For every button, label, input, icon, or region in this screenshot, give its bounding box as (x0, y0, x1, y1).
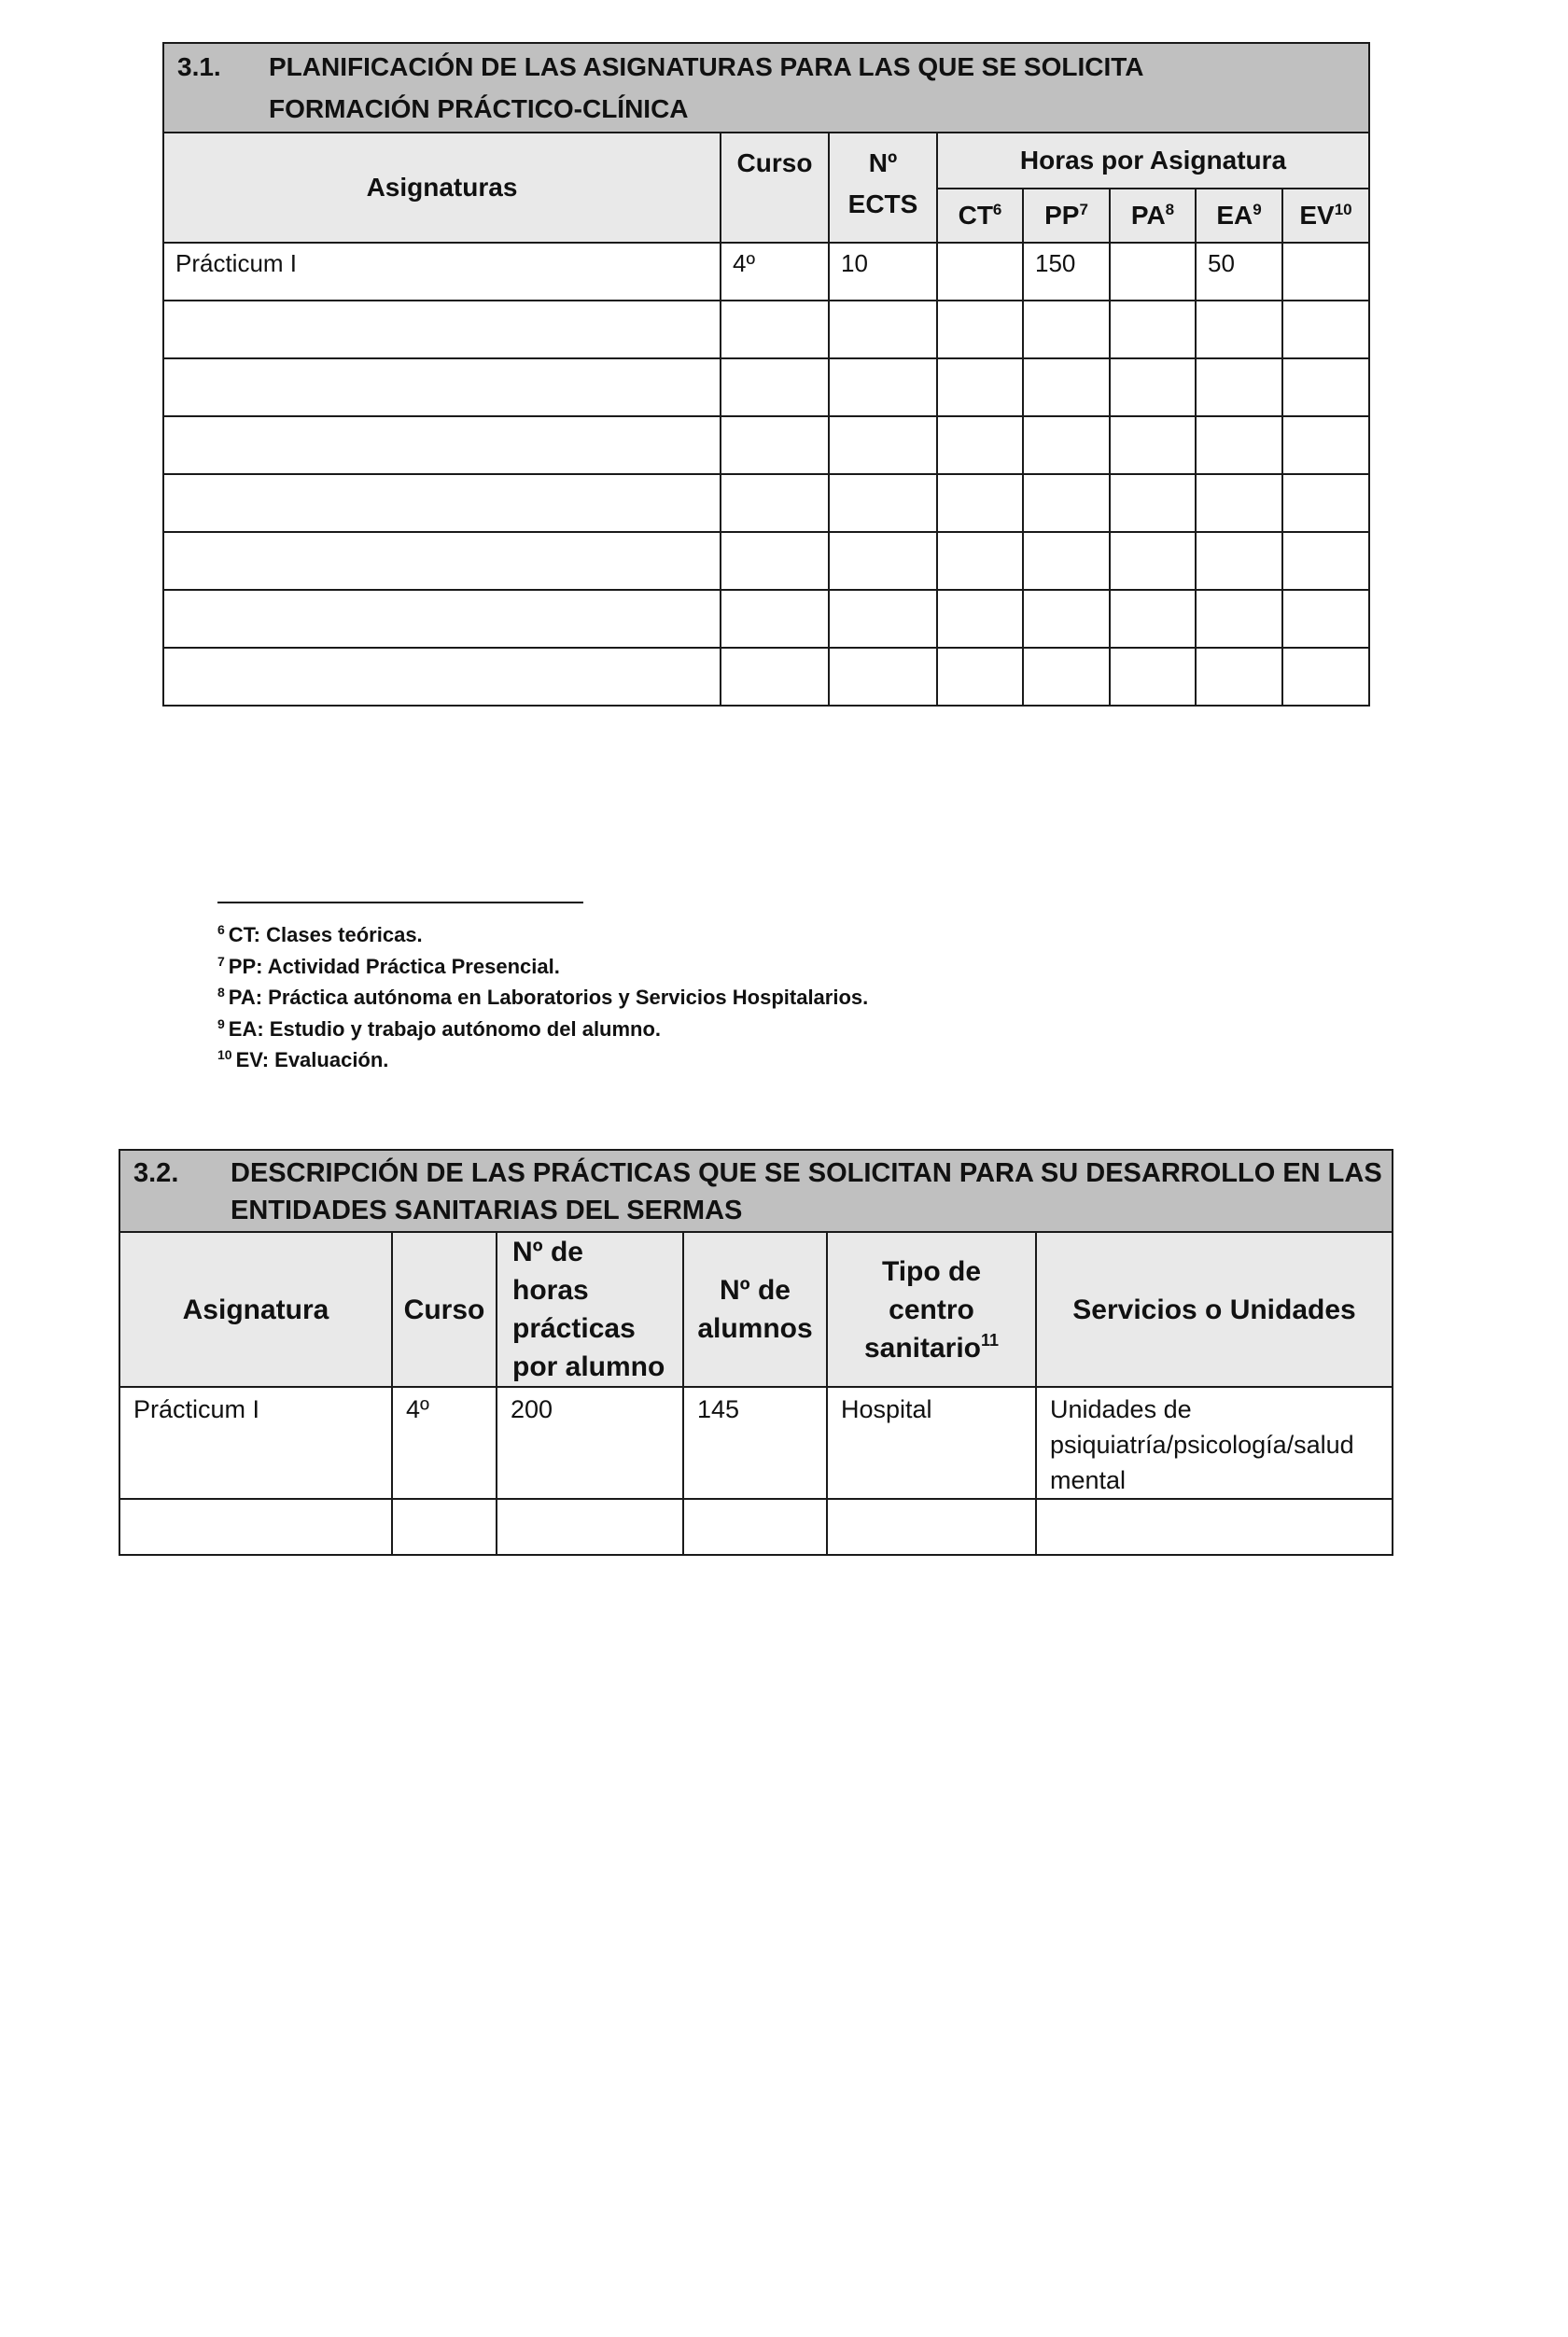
cell-asignatura: Prácticum I (163, 243, 721, 301)
cell-horas (497, 1499, 683, 1555)
table-row (119, 1499, 1393, 1555)
cell-ct (937, 474, 1023, 532)
cell-horas: 200 (497, 1387, 683, 1499)
header-curso: Curso (392, 1232, 497, 1387)
cell-pp (1023, 590, 1110, 648)
cell-pa (1110, 416, 1196, 474)
footnote-number: 6 (217, 922, 225, 937)
cell-ev (1282, 358, 1369, 416)
header-horas-practicas: Nº de horas prácticas por alumno (497, 1232, 683, 1387)
cell-asignatura (163, 532, 721, 590)
cell-ct (937, 301, 1023, 358)
cell-ev (1282, 532, 1369, 590)
cell-asignatura (119, 1499, 392, 1555)
footnote-separator (217, 902, 583, 903)
footnote-text: PA: Práctica autónoma en Laboratorios y Servicios Hospitalarios. (228, 986, 869, 1009)
cell-ea (1196, 301, 1282, 358)
section-3-1-title (163, 43, 1369, 133)
cell-servicios: Unidades de psiquiatría/psicología/salud mental (1036, 1387, 1393, 1499)
footnote-number: 9 (217, 1015, 225, 1031)
cell-asignatura (163, 416, 721, 474)
header-alumnos: Nº de alumnos (683, 1232, 827, 1387)
practices-table (119, 1149, 1393, 1556)
table-row (163, 648, 1369, 706)
section-title-line1: DESCRIPCIÓN DE LAS PRÁCTICAS QUE SE SOLICITAN PARA SU DESARROLLO EN LAS (231, 1158, 1382, 1188)
cell-ects: 10 (829, 243, 937, 301)
cell-curso (721, 416, 829, 474)
cell-pp (1023, 301, 1110, 358)
section-3-2-title (119, 1150, 1393, 1232)
table-row (163, 416, 1369, 474)
cell-pp (1023, 532, 1110, 590)
cell-asignatura (163, 590, 721, 648)
cell-ea (1196, 416, 1282, 474)
cell-curso: 4º (392, 1387, 497, 1499)
cell-asignatura: Prácticum I (119, 1387, 392, 1499)
cell-asignatura (163, 301, 721, 358)
cell-ct (937, 648, 1023, 706)
cell-ea (1196, 358, 1282, 416)
footnote-text: EA: Estudio y trabajo autónomo del alumno. (228, 1016, 662, 1041)
cell-ct (937, 590, 1023, 648)
header-ects-line2: ECTS (847, 189, 918, 218)
footnote-number: 10 (217, 1047, 232, 1062)
cell-ea (1196, 474, 1282, 532)
cell-ev (1282, 590, 1369, 648)
cell-curso (721, 532, 829, 590)
footnote-number: 7 (217, 953, 225, 969)
cell-tipo (827, 1499, 1036, 1555)
cell-ects (829, 358, 937, 416)
cell-ev (1282, 648, 1369, 706)
cell-ects (829, 301, 937, 358)
planning-table (162, 42, 1370, 707)
cell-ct (937, 416, 1023, 474)
footnote-number: 8 (217, 985, 225, 1000)
cell-ct (937, 532, 1023, 590)
footnote (217, 919, 868, 951)
cell-pp (1023, 416, 1110, 474)
section-title-line1: PLANIFICACIÓN DE LAS ASIGNATURAS PARA LAS QUE SE SOLICITA (269, 52, 1144, 81)
cell-pa (1110, 648, 1196, 706)
cell-curso (721, 358, 829, 416)
header-ea: $EA^9$ (1196, 189, 1282, 243)
cell-ects (829, 474, 937, 532)
header-curso: Curso (721, 133, 829, 243)
header-asignatura: Asignatura (119, 1232, 392, 1387)
cell-ct (937, 358, 1023, 416)
cell-ct (937, 243, 1023, 301)
cell-ev (1282, 301, 1369, 358)
cell-tipo: Hospital (827, 1387, 1036, 1499)
cell-ects (829, 590, 937, 648)
cell-pp (1023, 358, 1110, 416)
table-row (163, 358, 1369, 416)
header-asignaturas: Asignaturas (163, 133, 721, 243)
cell-pp (1023, 474, 1110, 532)
footnote-text: EV: Evaluación. (235, 1048, 389, 1071)
table-row (163, 301, 1369, 358)
cell-ev (1282, 243, 1369, 301)
table-row (163, 532, 1369, 590)
footnotes (217, 919, 868, 1076)
cell-curso: 4º (721, 243, 829, 301)
header-ects (829, 133, 937, 243)
header-horas: Horas por Asignatura (937, 133, 1369, 189)
cell-pa (1110, 301, 1196, 358)
header-pa: $PA^8$ (1110, 189, 1196, 243)
cell-asignatura (163, 358, 721, 416)
cell-ects (829, 416, 937, 474)
cell-pa (1110, 532, 1196, 590)
cell-ea: 50 (1196, 243, 1282, 301)
cell-alumnos (683, 1499, 827, 1555)
section-number: 3.2. (133, 1158, 179, 1188)
footnote (217, 1044, 868, 1076)
cell-ev (1282, 416, 1369, 474)
table-row (163, 590, 1369, 648)
cell-ea (1196, 648, 1282, 706)
header-servicios: Servicios o Unidades (1036, 1232, 1393, 1387)
footnote-text: PP: Actividad Práctica Presencial. (228, 954, 560, 978)
section-title-line2: ENTIDADES SANITARIAS DEL SERMAS (231, 1196, 743, 1225)
footnote (217, 951, 868, 983)
cell-pa (1110, 474, 1196, 532)
cell-ea (1196, 590, 1282, 648)
cell-servicios (1036, 1499, 1393, 1555)
cell-curso (721, 301, 829, 358)
cell-pa (1110, 358, 1196, 416)
cell-curso (721, 474, 829, 532)
header-ct: $CT^6$ (937, 189, 1023, 243)
header-pp: $PP^7$ (1023, 189, 1110, 243)
cell-ea (1196, 532, 1282, 590)
footnote (217, 1014, 868, 1045)
cell-ev (1282, 474, 1369, 532)
cell-curso (392, 1499, 497, 1555)
header-ects-line1: Nº (868, 148, 898, 177)
cell-ects (829, 532, 937, 590)
section-number: 3.1. (177, 52, 221, 81)
table-row (163, 243, 1369, 301)
cell-pa (1110, 590, 1196, 648)
cell-ects (829, 648, 937, 706)
header-ev: EV$^{10}$ (1282, 189, 1369, 243)
cell-curso (721, 648, 829, 706)
cell-asignatura (163, 474, 721, 532)
cell-pp (1023, 648, 1110, 706)
footnote (217, 982, 868, 1014)
cell-alumnos: 145 (683, 1387, 827, 1499)
cell-pa (1110, 243, 1196, 301)
cell-asignatura (163, 648, 721, 706)
planning-table-body (163, 243, 1369, 706)
section-title-line2: FORMACIÓN PRÁCTICO-CLÍNICA (269, 94, 689, 123)
cell-curso (721, 590, 829, 648)
cell-pp: 150 (1023, 243, 1110, 301)
table-row (163, 474, 1369, 532)
header-tipo-centro: Tipo de centro sanitario$^{11}$ (827, 1232, 1036, 1387)
table-row (119, 1387, 1393, 1499)
footnote-text: CT: Clases teóricas. (228, 923, 423, 946)
